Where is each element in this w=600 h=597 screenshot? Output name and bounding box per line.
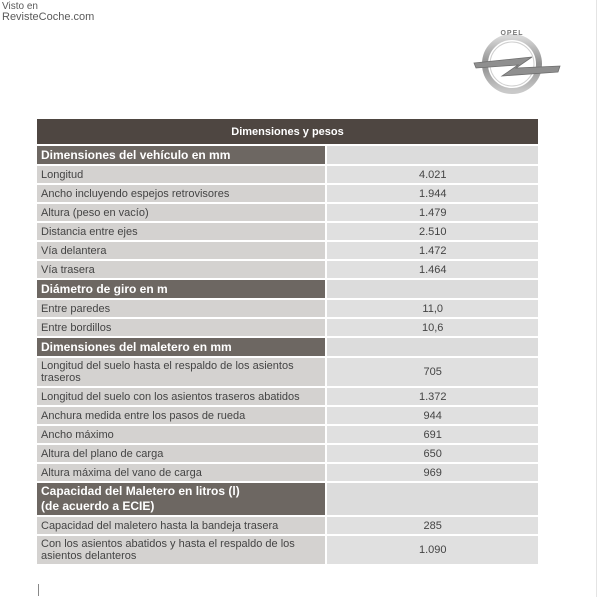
section-header-vehicle — [37, 146, 538, 166]
row-label: Longitud del suelo con los asientos traseros abatidos — [37, 388, 327, 407]
table-row — [37, 166, 538, 185]
row-value: 1.464 — [327, 261, 538, 280]
row-label: Altura (peso en vacío) — [37, 204, 327, 223]
row-label: Longitud — [37, 166, 327, 185]
row-label: Vía trasera — [37, 261, 327, 280]
row-value: 691 — [327, 426, 538, 445]
row-value: 1.479 — [327, 204, 538, 223]
row-value: 1.090 — [327, 536, 538, 566]
page-edge-divider — [596, 0, 597, 597]
svg-text:OPEL: OPEL — [500, 30, 524, 37]
watermark-site: RevisteCoche.com — [2, 11, 95, 23]
table-row — [37, 426, 538, 445]
table-row — [37, 185, 538, 204]
table-row — [37, 445, 538, 464]
table-row — [37, 464, 538, 483]
section-header-turning — [37, 280, 538, 300]
row-label: Anchura medida entre los pasos de rueda — [37, 407, 327, 426]
page-cursor-line — [38, 584, 39, 596]
section-header-trunk — [37, 338, 538, 358]
row-label: Entre paredes — [37, 300, 327, 319]
row-label: Ancho máximo — [37, 426, 327, 445]
row-label: Altura máxima del vano de carga — [37, 464, 327, 483]
row-value: 1.472 — [327, 242, 538, 261]
table-title: Dimensiones y pesos — [37, 119, 538, 146]
section-heading: Dimensiones del vehículo en mm — [37, 146, 327, 166]
dimensions-table — [37, 119, 538, 566]
row-value: 1.944 — [327, 185, 538, 204]
table-row — [37, 261, 538, 280]
row-value: 1.372 — [327, 388, 538, 407]
section-heading-line1: Capacidad del Maletero en litros (l) — [41, 484, 240, 498]
row-label: Longitud del suelo hasta el respaldo de los asientos traseros — [37, 358, 327, 388]
watermark — [2, 1, 94, 23]
row-label: Entre bordillos — [37, 319, 327, 338]
table-title-row — [37, 119, 538, 146]
table-row — [37, 536, 538, 566]
row-value: 969 — [327, 464, 538, 483]
opel-logo-icon — [470, 26, 562, 96]
row-label: Ancho incluyendo espejos retrovisores — [37, 185, 327, 204]
row-value: 944 — [327, 407, 538, 426]
row-value: 650 — [327, 445, 538, 464]
row-value: 10,6 — [327, 319, 538, 338]
table-row — [37, 517, 538, 536]
row-value: 705 — [327, 358, 538, 388]
table-row — [37, 319, 538, 338]
table-row — [37, 407, 538, 426]
section-heading — [37, 483, 327, 517]
table-row — [37, 388, 538, 407]
table-row — [37, 204, 538, 223]
row-label: Altura del plano de carga — [37, 445, 327, 464]
row-value: 4.021 — [327, 166, 538, 185]
section-header-capacity — [37, 483, 538, 517]
row-label: Distancia entre ejes — [37, 223, 327, 242]
row-label: Capacidad del maletero hasta la bandeja trasera — [37, 517, 327, 536]
table-row — [37, 358, 538, 388]
row-label: Vía delantera — [37, 242, 327, 261]
row-label: Con los asientos abatidos y hasta el respaldo de los asientos delanteros — [37, 536, 327, 566]
table-row — [37, 242, 538, 261]
table-row — [37, 223, 538, 242]
row-value: 11,0 — [327, 300, 538, 319]
watermark-prefix: Visto en — [2, 1, 38, 12]
row-value: 2.510 — [327, 223, 538, 242]
section-heading: Dimensiones del maletero en mm — [37, 338, 327, 358]
section-heading-line2: (de acuerdo a ECIE) — [41, 499, 155, 513]
section-heading: Diámetro de giro en m — [37, 280, 327, 300]
row-value: 285 — [327, 517, 538, 536]
table-row — [37, 300, 538, 319]
